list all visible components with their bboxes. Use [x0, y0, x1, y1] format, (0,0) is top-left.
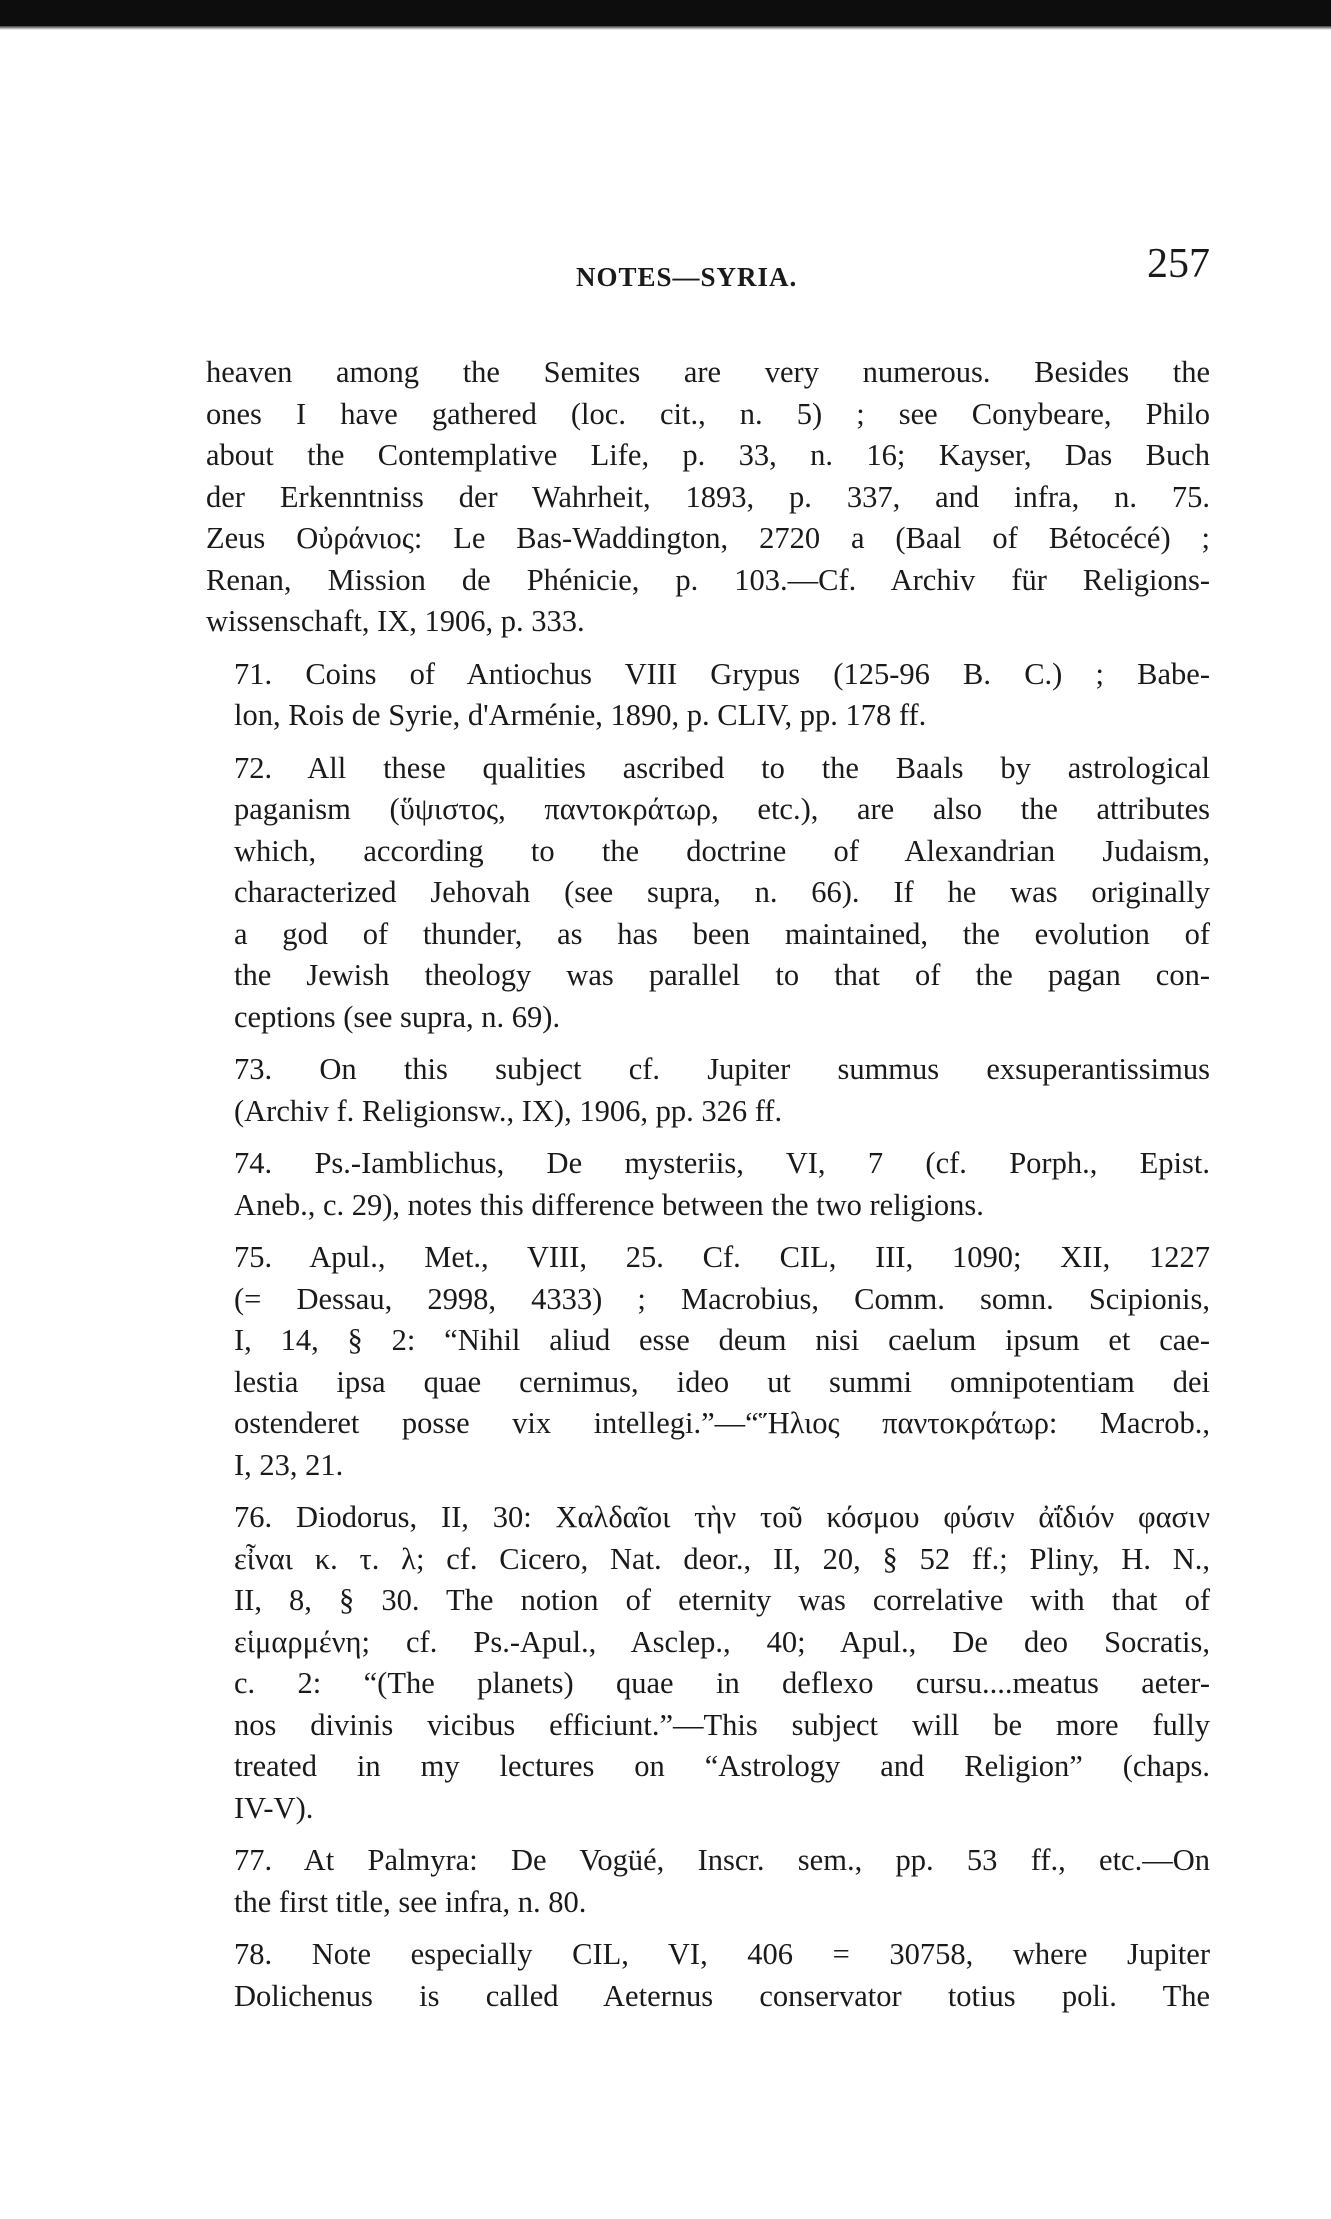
text-line: c. 2: “(The planets) quae in deflexo cursu....meatus aeter- — [234, 1666, 1210, 1700]
text-line: heaven among the Semites are very numerous. Besides the — [206, 355, 1210, 389]
text-line: paganism (ὕψιστος, παντοκράτωρ, etc.), are also the attributes — [234, 792, 1210, 826]
text-line: lestia ipsa quae cernimus, ideo ut summi omnipotentiam dei — [234, 1364, 1210, 1399]
text-line: II, 8, § 30. The notion of eternity was correlative with that of — [234, 1583, 1210, 1617]
text-line: which, according to the doctrine of Alexandrian Judaism, — [234, 833, 1210, 868]
text-line: Dolichenus is called Aeternus conservator totius poli. The — [234, 1978, 1210, 2013]
text-line: nos divinis vicibus efficiunt.”—This subject will be more fully — [234, 1707, 1210, 1742]
page-header — [206, 240, 1210, 300]
note-73 — [206, 1049, 1210, 1132]
text-line: the Jewish theology was parallel to that of the pagan con- — [234, 958, 1210, 992]
text-line: Renan, Mission de Phénicie, p. 103.—Cf. Archiv für Religions- — [206, 562, 1210, 597]
page-number: 257 — [1147, 241, 1210, 287]
text-line: the first title, see infra, n. 80. — [234, 1884, 587, 1919]
text-line: characterized Jehovah (see supra, n. 66). If he was originally — [234, 875, 1210, 909]
text-line: about the Contemplative Life, p. 33, n. 16; Kayser, Das Buch — [206, 438, 1210, 472]
running-head: NOTES—SYRIA. — [576, 262, 798, 292]
text-line: 73. On this subject cf. Jupiter summus exsuperantissimus — [234, 1052, 1210, 1086]
text-line: (= Dessau, 2998, 4333) ; Macrobius, Comm. somn. Scipionis, — [234, 1281, 1210, 1316]
text-line: ones I have gathered (loc. cit., n. 5) ; see Conybeare, Philo — [206, 396, 1210, 431]
scan-top-border — [0, 0, 1331, 26]
note-77 — [206, 1840, 1210, 1923]
scan-top-border-fade — [0, 26, 1331, 30]
text-line: I, 14, § 2: “Nihil aliud esse deum nisi caelum ipsum et cae- — [234, 1323, 1210, 1357]
text-line: 75. Apul., Met., VIII, 25. Cf. CIL, III, 1090; XII, 1227 — [234, 1240, 1210, 1274]
text-line: 74. Ps.-Iamblichus, De mysteriis, VI, 7 (cf. Porph., Epist. — [234, 1146, 1210, 1180]
text-line: ostenderet posse vix intellegi.”—“Ἥλιος παντοκράτωρ: Macrob., — [234, 1406, 1210, 1440]
text-line: εἱμαρμένη; cf. Ps.-Apul., Asclep., 40; Apul., De deo Socratis, — [234, 1624, 1210, 1659]
text-line: ceptions (see supra, n. 69). — [234, 999, 561, 1034]
text-line: 71. Coins of Antiochus VIII Grypus (125-96 B. C.) ; Babe- — [234, 656, 1210, 691]
text-line: εἶναι κ. τ. λ; cf. Cicero, Nat. deor., II, 20, § 52 ff.; Pliny, H. N., — [234, 1541, 1210, 1576]
text-line: I, 23, 21. — [234, 1447, 344, 1482]
text-line: Zeus Οὐράνιος: Le Bas-Waddington, 2720 a (Baal of Bétocécé) ; — [206, 521, 1210, 555]
note-78 — [206, 1934, 1210, 2017]
text-line: IV-V). — [234, 1790, 314, 1825]
text-line: 77. At Palmyra: De Vogüé, Inscr. sem., pp. 53 ff., etc.—On — [234, 1843, 1210, 1877]
note-continuation — [206, 352, 1210, 643]
text-line: 76. Diodorus, II, 30: Χαλδαῖοι τὴν τοῦ κόσμου φύσιν ἀΐδιόν φασιν — [234, 1500, 1210, 1534]
text-line: wissenschaft, IX, 1906, p. 333. — [206, 604, 585, 638]
text-line: der Erkenntniss der Wahrheit, 1893, p. 337, and infra, n. 75. — [206, 479, 1210, 514]
text-line: Aneb., c. 29), notes this difference between the two religions. — [234, 1187, 984, 1222]
text-line: lon, Rois de Syrie, d'Arménie, 1890, p. CLIV, pp. 178 ff. — [234, 698, 927, 732]
note-71 — [206, 654, 1210, 737]
note-72 — [206, 748, 1210, 1039]
text-line: (Archiv f. Religionsw., IX), 1906, pp. 326 ff. — [234, 1093, 783, 1128]
text-line: 78. Note especially CIL, VI, 406 = 30758, where Jupiter — [234, 1937, 1210, 1971]
notes-body — [206, 352, 1210, 2028]
note-76 — [206, 1497, 1210, 1829]
text-line: a god of thunder, as has been maintained, the evolution of — [234, 916, 1210, 951]
text-line: 72. All these qualities ascribed to the Baals by astrological — [234, 750, 1210, 785]
note-74 — [206, 1143, 1210, 1226]
note-75 — [206, 1237, 1210, 1486]
text-line: treated in my lectures on “Astrology and Religion” (chaps. — [234, 1749, 1210, 1783]
